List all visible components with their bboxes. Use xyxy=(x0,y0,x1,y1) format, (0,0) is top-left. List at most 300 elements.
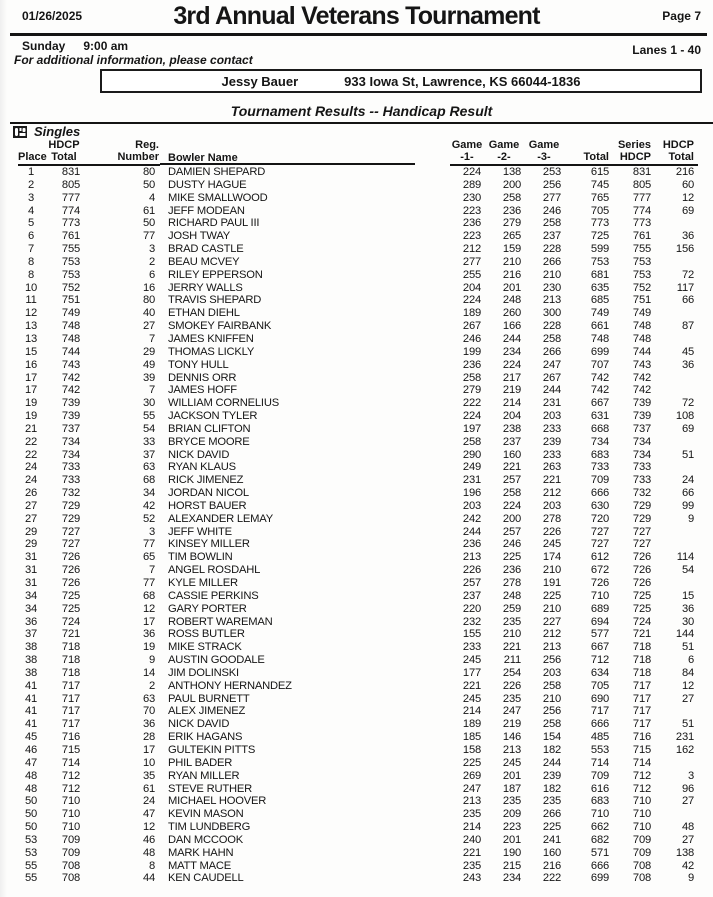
cell-reg-number: 77 xyxy=(142,230,155,243)
column-header-bowler-name: Bowler Name xyxy=(160,139,450,165)
cell-game-2: 234 xyxy=(502,345,521,358)
contact-name: Jessy Bauer xyxy=(221,73,299,89)
results-title: Tournament Results -- Handicap Result xyxy=(10,103,713,124)
cell-bowler-name: RICHARD PAUL III xyxy=(168,217,260,230)
cell-game-2: 224 xyxy=(502,358,521,371)
cell-place: 31 xyxy=(24,564,38,577)
cell-bowler-name: THOMAS LICKLY xyxy=(168,345,255,358)
cell-hdcp-total-right: 138 xyxy=(675,846,694,859)
cell-hdcp-total-right: 9 xyxy=(687,512,694,525)
table-row xyxy=(18,860,698,873)
cell-hdcp-total: 727 xyxy=(61,525,80,538)
cell-game-3: 210 xyxy=(542,602,561,615)
cell-reg-number: 68 xyxy=(142,474,155,487)
cell-place: 7 xyxy=(27,243,35,256)
cell-hdcp-total: 761 xyxy=(61,230,80,243)
cell-bowler-name: JERRY WALLS xyxy=(168,281,243,294)
cell-game-2: 278 xyxy=(502,577,521,589)
cell-game-2: 265 xyxy=(502,230,521,243)
table-row xyxy=(18,577,698,590)
cell-series-hdcp: 805 xyxy=(632,178,651,191)
table-row xyxy=(18,628,698,641)
cell-bowler-name: ANTHONY HERNANDEZ xyxy=(168,679,292,692)
cell-game-1: 222 xyxy=(462,397,481,410)
cell-total: 666 xyxy=(590,718,609,731)
cell-game-1: 177 xyxy=(462,666,481,679)
cell-total: 616 xyxy=(590,782,609,795)
cell-place: 41 xyxy=(24,679,38,692)
cell-series-hdcp: 751 xyxy=(632,294,651,307)
cell-game-1: 242 xyxy=(462,512,481,525)
cell-series-hdcp: 755 xyxy=(632,243,651,256)
table-row xyxy=(18,808,698,821)
cell-place: 50 xyxy=(24,808,38,821)
cell-hdcp-total: 726 xyxy=(61,577,80,589)
cell-game-3: 258 xyxy=(542,332,561,345)
cell-game-2: 279 xyxy=(502,217,521,230)
cell-hdcp-total-right: 9 xyxy=(687,872,694,885)
cell-game-2: 221 xyxy=(502,641,521,654)
table-row xyxy=(18,770,698,783)
cell-hdcp-total: 777 xyxy=(61,191,80,204)
cell-reg-number: 44 xyxy=(142,872,155,885)
table-header-row xyxy=(18,139,698,165)
table-row xyxy=(18,294,698,307)
cell-hdcp-total: 749 xyxy=(61,307,80,320)
table-row xyxy=(18,217,698,230)
column-header-hdcp: Series HDCP xyxy=(612,139,654,165)
cell-series-hdcp: 773 xyxy=(632,217,651,230)
cell-game-1: 244 xyxy=(462,525,481,538)
cell-reg-number: 47 xyxy=(142,808,155,821)
cell-place: 38 xyxy=(24,666,38,679)
cell-game-1: 235 xyxy=(462,859,481,872)
cell-hdcp-total: 742 xyxy=(61,384,80,397)
cell-series-hdcp: 729 xyxy=(632,499,651,512)
cell-series-hdcp: 739 xyxy=(632,410,651,423)
cell-reg-number: 63 xyxy=(142,461,155,474)
cell-bowler-name: JORDAN NICOL xyxy=(168,487,249,500)
cell-game-3: 256 xyxy=(542,654,561,667)
cell-hdcp-total: 714 xyxy=(61,756,80,769)
table-row xyxy=(18,731,698,744)
cell-bowler-name: PHIL BADER xyxy=(168,756,233,769)
cell-reg-number: 77 xyxy=(142,538,155,551)
cell-hdcp-total: 733 xyxy=(61,474,80,487)
cell-game-2: 213 xyxy=(502,743,521,756)
cell-game-1: 230 xyxy=(462,191,481,204)
table-row xyxy=(18,821,698,834)
cell-game-2: 215 xyxy=(502,859,521,872)
cell-game-3: 203 xyxy=(542,410,561,423)
cell-series-hdcp: 721 xyxy=(632,628,651,641)
cell-reg-number: 55 xyxy=(142,410,155,423)
cell-reg-number: 37 xyxy=(142,448,155,461)
column-header--1-: Game -1- xyxy=(451,139,483,163)
cell-total: 683 xyxy=(590,795,609,808)
cell-bowler-name: RYAN KLAUS xyxy=(168,461,236,474)
cell-game-2: 204 xyxy=(502,410,521,423)
table-row xyxy=(18,757,698,770)
cell-place: 37 xyxy=(24,628,38,641)
event-time: 9:00 am xyxy=(83,39,129,53)
cell-game-3: 213 xyxy=(542,641,561,654)
cell-game-3: 228 xyxy=(542,320,561,333)
cell-bowler-name: TIM BOWLIN xyxy=(168,551,233,564)
cell-game-1: 204 xyxy=(462,281,481,294)
cell-bowler-name: MATT MACE xyxy=(168,859,232,872)
cell-hdcp-total: 712 xyxy=(61,769,80,782)
cell-game-3: 203 xyxy=(542,499,561,512)
cell-game-1: 155 xyxy=(462,628,481,641)
cell-total: 765 xyxy=(590,191,609,204)
cell-hdcp-total: 717 xyxy=(61,718,80,731)
cell-hdcp-total-right: 6 xyxy=(687,654,694,667)
cell-hdcp-total: 715 xyxy=(61,743,80,756)
cell-bowler-name: HORST BAUER xyxy=(168,499,247,512)
cell-hdcp-total: 751 xyxy=(61,294,80,307)
cell-reg-number: 12 xyxy=(142,602,155,615)
page-title: 3rd Annual Veterans Tournament xyxy=(173,2,540,30)
cell-game-2: 217 xyxy=(502,371,521,384)
cell-hdcp-total-right: 27 xyxy=(681,833,694,846)
cell-hdcp-total-right: 144 xyxy=(675,628,694,641)
cell-hdcp-total-right: 27 xyxy=(681,692,694,705)
cell-game-2: 247 xyxy=(502,705,521,718)
cell-reg-number: 9 xyxy=(148,654,155,667)
cell-hdcp-total: 727 xyxy=(61,538,80,551)
cell-total: 553 xyxy=(590,743,609,756)
cell-game-1: 249 xyxy=(462,461,481,474)
cell-place: 53 xyxy=(24,833,38,846)
cell-game-3: 233 xyxy=(542,448,561,461)
cell-reg-number: 10 xyxy=(142,756,155,769)
cell-game-2: 246 xyxy=(502,538,521,551)
table-row xyxy=(18,346,698,359)
cell-bowler-name: RYAN MILLER xyxy=(168,769,240,782)
cell-total: 709 xyxy=(590,769,609,782)
cell-hdcp-total-right: 54 xyxy=(681,564,694,577)
cell-total: 725 xyxy=(590,230,609,243)
cell-hdcp-total: 774 xyxy=(61,204,80,217)
cell-total: 485 xyxy=(590,731,609,744)
cell-total: 712 xyxy=(590,654,609,667)
cell-series-hdcp: 733 xyxy=(632,461,651,474)
cell-hdcp-total: 753 xyxy=(61,268,80,281)
cell-bowler-name: BRIAN CLIFTON xyxy=(168,422,251,435)
cell-hdcp-total-right xyxy=(654,538,698,551)
cell-hdcp-total: 748 xyxy=(61,320,80,333)
page-number: Page 7 xyxy=(662,9,701,23)
cell-series-hdcp: 742 xyxy=(632,371,651,384)
cell-game-1: 212 xyxy=(462,243,481,256)
cell-game-3: 213 xyxy=(542,294,561,307)
cell-hdcp-total: 733 xyxy=(61,461,80,474)
cell-hdcp-total: 734 xyxy=(61,435,80,448)
cell-bowler-name: DAMIEN SHEPARD xyxy=(168,165,266,178)
cell-hdcp-total-right: 51 xyxy=(681,718,694,731)
contact-note: For additional information, please contact xyxy=(14,53,253,67)
cell-bowler-name: DUSTY HAGUE xyxy=(168,178,247,191)
cell-reg-number: 7 xyxy=(148,332,155,345)
cell-reg-number: 80 xyxy=(142,294,155,307)
cell-reg-number: 54 xyxy=(142,422,155,435)
cell-hdcp-total-right xyxy=(654,757,698,770)
cell-hdcp-total: 739 xyxy=(61,410,80,423)
cell-total: 685 xyxy=(590,294,609,307)
cell-series-hdcp: 726 xyxy=(632,577,651,589)
cell-bowler-name: SMOKEY FAIRBANK xyxy=(168,320,272,333)
cell-place: 6 xyxy=(27,230,35,243)
cell-game-1: 245 xyxy=(462,692,481,705)
cell-series-hdcp: 708 xyxy=(632,872,651,885)
cell-game-3: 231 xyxy=(542,397,561,410)
cell-bowler-name: MICHAEL HOOVER xyxy=(168,795,267,808)
cell-reg-number: 8 xyxy=(148,859,155,872)
cell-reg-number: 80 xyxy=(142,166,155,178)
cell-bowler-name: ALEX JIMENEZ xyxy=(168,705,246,718)
cell-reg-number: 27 xyxy=(142,320,155,333)
cell-game-2: 236 xyxy=(502,564,521,577)
cell-total: 707 xyxy=(590,358,609,371)
cell-series-hdcp: 708 xyxy=(632,859,651,872)
cell-bowler-name: PAUL BURNETT xyxy=(168,692,250,705)
cell-game-3: 230 xyxy=(542,281,561,294)
cell-total: 571 xyxy=(590,846,609,859)
cell-total: 699 xyxy=(590,345,609,358)
table-row xyxy=(18,526,698,539)
cell-bowler-name: RICK JIMENEZ xyxy=(168,474,244,487)
cell-total: 661 xyxy=(590,320,609,333)
cell-hdcp-total-right: 30 xyxy=(681,615,694,628)
cell-reg-number: 52 xyxy=(142,512,155,525)
cell-series-hdcp: 709 xyxy=(632,846,651,859)
cell-bowler-name: BRAD CASTLE xyxy=(168,243,244,256)
cell-total: 672 xyxy=(590,564,609,577)
cell-reg-number: 61 xyxy=(142,204,155,217)
cell-game-1: 289 xyxy=(462,178,481,191)
cell-bowler-name: DAN MCCOOK xyxy=(168,833,244,846)
cell-hdcp-total-right: 27 xyxy=(681,795,694,808)
table-row xyxy=(18,795,698,808)
table-row xyxy=(18,243,698,256)
cell-game-1: 235 xyxy=(462,808,481,821)
cell-game-1: 203 xyxy=(462,499,481,512)
cell-reg-number: 16 xyxy=(142,281,155,294)
table-row xyxy=(18,872,698,885)
table-row xyxy=(18,718,698,731)
cell-game-3: 221 xyxy=(542,474,561,487)
cell-total: 630 xyxy=(590,499,609,512)
cell-hdcp-total-right: 36 xyxy=(681,358,694,371)
cell-game-2: 146 xyxy=(502,731,521,744)
cell-game-2: 258 xyxy=(502,191,521,204)
cell-hdcp-total: 742 xyxy=(61,371,80,384)
table-row xyxy=(18,487,698,500)
cell-game-2: 235 xyxy=(502,692,521,705)
cell-hdcp-total: 748 xyxy=(61,332,80,345)
cell-series-hdcp: 712 xyxy=(632,769,651,782)
cell-hdcp-total-right: 114 xyxy=(676,551,694,564)
contact-box xyxy=(100,69,702,93)
cell-series-hdcp: 777 xyxy=(632,191,651,204)
table-row xyxy=(18,847,698,860)
cell-total: 631 xyxy=(590,410,609,423)
cell-total: 714 xyxy=(590,756,609,769)
cell-hdcp-total-right: 42 xyxy=(681,859,694,872)
cell-game-3: 212 xyxy=(542,628,561,641)
cell-game-1: 213 xyxy=(462,795,481,808)
cell-total: 734 xyxy=(590,435,609,448)
cell-series-hdcp: 717 xyxy=(632,679,651,692)
table-row xyxy=(18,667,698,680)
cell-hdcp-total-right: 69 xyxy=(681,204,694,217)
cell-game-2: 223 xyxy=(502,821,521,834)
cell-game-3: 212 xyxy=(542,487,561,500)
cell-bowler-name: JAMES HOFF xyxy=(168,384,237,397)
cell-game-1: 243 xyxy=(462,872,481,885)
cell-total: 709 xyxy=(590,474,609,487)
cell-hdcp-total: 737 xyxy=(61,422,80,435)
cell-hdcp-total: 726 xyxy=(61,551,80,564)
cell-hdcp-total: 718 xyxy=(61,666,80,679)
cell-game-3: 277 xyxy=(542,191,561,204)
cell-bowler-name: JIM DOLINSKI xyxy=(168,666,239,679)
cell-bowler-name: ROBERT WAREMAN xyxy=(168,615,273,628)
cell-place: 41 xyxy=(24,692,38,705)
cell-total: 727 xyxy=(590,525,609,538)
table-row xyxy=(18,538,698,551)
cell-hdcp-total: 805 xyxy=(61,178,80,191)
cell-hdcp-total: 744 xyxy=(61,345,80,358)
cell-reg-number: 36 xyxy=(142,628,155,641)
event-day-time xyxy=(22,39,128,53)
table-row xyxy=(18,705,698,718)
cell-hdcp-total-right xyxy=(654,372,698,385)
table-row xyxy=(18,603,698,616)
cell-total: 727 xyxy=(590,538,609,551)
cell-bowler-name: NICK DAVID xyxy=(168,718,230,731)
cell-game-3: 191 xyxy=(542,577,561,589)
cell-place: 29 xyxy=(24,538,38,551)
cell-place: 24 xyxy=(24,474,38,487)
cell-game-1: 196 xyxy=(462,487,481,500)
cell-reg-number: 46 xyxy=(142,833,155,846)
cell-bowler-name: BRYCE MOORE xyxy=(168,435,250,448)
column-header--2-: Game -2- xyxy=(484,139,524,165)
cell-place: 4 xyxy=(27,204,35,217)
table-row xyxy=(18,436,698,449)
cell-place: 22 xyxy=(24,448,38,461)
cell-game-2: 235 xyxy=(502,795,521,808)
cell-bowler-name: JOSH TWAY xyxy=(168,230,231,243)
cell-place: 41 xyxy=(24,718,38,731)
cell-place: 24 xyxy=(24,461,38,474)
cell-place: 27 xyxy=(24,499,38,512)
cell-series-hdcp: 712 xyxy=(632,782,651,795)
cell-place: 3 xyxy=(27,191,35,204)
table-row xyxy=(18,834,698,847)
cell-hdcp-total-right xyxy=(654,526,698,539)
cell-place: 55 xyxy=(24,872,38,885)
cell-series-hdcp: 831 xyxy=(632,166,651,178)
cell-total: 717 xyxy=(590,705,609,718)
cell-hdcp-total-right: 60 xyxy=(681,178,694,191)
cell-total: 753 xyxy=(590,255,609,268)
cell-game-2: 244 xyxy=(502,332,521,345)
table-row xyxy=(18,372,698,385)
table-row xyxy=(18,205,698,218)
cell-hdcp-total: 710 xyxy=(61,821,80,834)
cell-series-hdcp: 749 xyxy=(632,307,651,320)
cell-series-hdcp: 742 xyxy=(632,384,651,397)
cell-reg-number: 68 xyxy=(142,589,155,602)
cell-hdcp-total: 708 xyxy=(61,872,80,885)
cell-game-3: 245 xyxy=(542,538,561,551)
cell-reg-number: 70 xyxy=(142,705,155,718)
cell-game-2: 226 xyxy=(502,679,521,692)
cell-hdcp-total: 739 xyxy=(61,397,80,410)
cell-game-2: 201 xyxy=(502,281,521,294)
cell-series-hdcp: 727 xyxy=(632,525,651,538)
cell-game-2: 210 xyxy=(502,255,521,268)
cell-hdcp-total-right: 117 xyxy=(676,281,694,294)
cell-game-3: 160 xyxy=(542,846,561,859)
cell-hdcp-total-right: 12 xyxy=(681,679,694,692)
table-row xyxy=(18,165,698,179)
cell-game-3: 247 xyxy=(542,358,561,371)
cell-hdcp-total: 743 xyxy=(61,358,80,371)
cell-reg-number: 3 xyxy=(148,243,155,256)
cell-reg-number: 42 xyxy=(142,499,155,512)
table-row xyxy=(18,359,698,372)
cell-game-1: 197 xyxy=(462,422,481,435)
cell-bowler-name: AUSTIN GOODALE xyxy=(168,654,265,667)
cell-game-1: 246 xyxy=(462,332,481,345)
cell-game-3: 225 xyxy=(542,821,561,834)
cell-game-3: 222 xyxy=(542,872,561,885)
cell-reg-number: 24 xyxy=(142,795,155,808)
cell-hdcp-total-right: 87 xyxy=(681,320,694,333)
cell-game-2: 211 xyxy=(503,654,521,667)
cell-game-3: 154 xyxy=(542,731,561,744)
cell-place: 46 xyxy=(24,743,38,756)
table-row xyxy=(18,513,698,526)
cell-reg-number: 49 xyxy=(142,358,155,371)
cell-hdcp-total: 708 xyxy=(61,859,80,872)
cell-game-1: 224 xyxy=(462,166,481,178)
cell-reg-number: 14 xyxy=(142,666,155,679)
cell-bowler-name: TRAVIS SHEPARD xyxy=(168,294,262,307)
cell-place: 55 xyxy=(24,859,38,872)
cell-game-2: 238 xyxy=(502,422,521,435)
cell-hdcp-total-right: 216 xyxy=(675,166,694,178)
table-row xyxy=(18,384,698,397)
table-row xyxy=(18,693,698,706)
cell-bowler-name: MARK HAHN xyxy=(168,846,234,859)
cell-bowler-name: ANGEL ROSDAHL xyxy=(168,564,261,577)
cell-place: 48 xyxy=(24,782,38,795)
cell-bowler-name: GARY PORTER xyxy=(168,602,247,615)
cell-game-1: 269 xyxy=(462,769,481,782)
table-row xyxy=(18,616,698,629)
cell-reg-number: 7 xyxy=(148,564,155,577)
cell-game-2: 254 xyxy=(502,666,521,679)
cell-game-1: 233 xyxy=(462,641,481,654)
cell-game-1: 245 xyxy=(462,654,481,667)
table-row xyxy=(18,590,698,603)
cell-game-2: 257 xyxy=(502,474,521,487)
